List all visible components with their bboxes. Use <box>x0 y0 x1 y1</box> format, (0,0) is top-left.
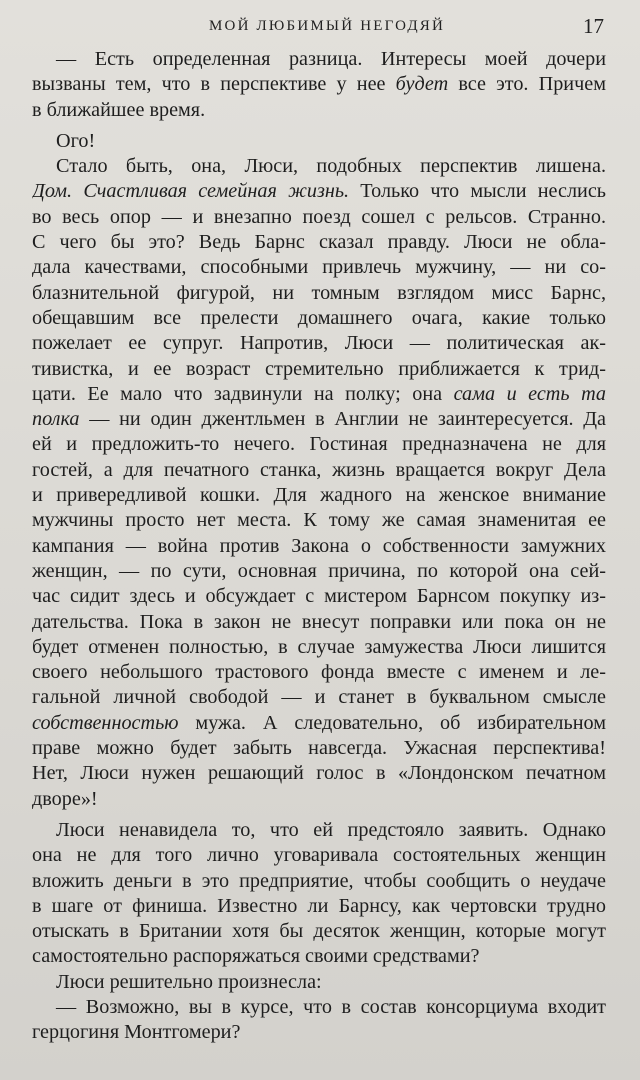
text-line: Дом. Счастливая семейная жизнь. Только что мысли неслись <box>32 180 606 203</box>
text-line: Стало быть, она, Люси, подобных перспектив лишена. <box>56 155 606 178</box>
running-header <box>34 14 606 44</box>
text-line: во весь опор — и внезапно поезд сошел с рельсов. Странно. <box>32 205 606 228</box>
text-line: гальной личной свободой — и станет в буквальном смысле <box>32 686 606 709</box>
text-line: праве можно будет забыть навсегда. Ужасная перспектива! <box>32 737 606 760</box>
text-line: дательства. Пока в закон не внесут поправки или пока он не <box>32 610 606 633</box>
text-line: полка — ни один джентльмен в Англии не заинтересуется. Да <box>32 408 606 431</box>
text-line: дворе»! <box>32 787 98 810</box>
text-line: она не для того лично уговаривала состоятельных женщин <box>32 844 606 867</box>
text-line: женщин, — по сути, основная причина, по которой она сей- <box>32 559 606 582</box>
text-line: дала качествами, способными привлечь мужчину, — ни со- <box>32 256 606 279</box>
text-line: вызваны тем, что в перспективе у нее будет все это. Причем <box>32 73 606 96</box>
text-line: обещавшим все прелести домашнего очага, какие только <box>32 306 606 329</box>
text-line: герцогиня Монтгомери? <box>32 1021 241 1044</box>
text-line: отыскать в Британии хотя бы десяток женщин, которые могут <box>32 920 606 943</box>
text-line: будет отменен полностью, в случае замужества Люси лишится <box>32 635 606 658</box>
text-line: Нет, Люси нужен решающий голос в «Лондонском печатном <box>32 762 606 785</box>
page-number: 17 <box>583 14 604 38</box>
text-line: мужчины просто нет места. К тому же самая знаменитая ее <box>32 509 606 532</box>
text-line: своего небольшого трастового фонда вместе с именем и ле- <box>32 661 606 684</box>
text-line: тивистка, и ее возраст стремительно приближается к трид- <box>32 357 606 380</box>
text-line: час сидит здесь и обсуждает с мистером Барнсом покупку из- <box>32 585 606 608</box>
text-line: цати. Ее мало что задвинули на полку; она сама и есть та <box>32 382 606 405</box>
text-line: и привередливой кошки. Для жадного на женское внимание <box>32 484 606 507</box>
text-line: — Возможно, вы в курсе, что в состав консорциума входит <box>56 995 606 1018</box>
text-line: собственностью мужа. А следовательно, об избирательном <box>32 711 606 734</box>
text-line: С чего бы это? Ведь Барнс сказал правду. Люси не обла- <box>32 231 606 254</box>
text-line: ей и предложить-то нечего. Гостиная предназначена не для <box>32 433 606 456</box>
text-line: вложить деньги в это предприятие, чтобы сообщить о неудаче <box>32 869 606 892</box>
text-line: в ближайшее время. <box>32 98 206 121</box>
text-line: в шаге от финиша. Известно ли Барнсу, как чертовски трудно <box>32 894 606 917</box>
text-line: кампания — война против Закона о собственности замужних <box>32 534 606 557</box>
text-line: — Есть определенная разница. Интересы моей дочери <box>56 48 606 70</box>
text-line: блазнительной фигурой, ни томным взглядом мисс Барнс, <box>32 281 606 304</box>
page-text <box>32 47 606 1046</box>
text-line: Ого! <box>56 129 96 152</box>
running-title: МОЙ ЛЮБИМЫЙ НЕГОДЯЙ <box>209 18 446 34</box>
text-line: самостоятельно распоряжаться своими средствами? <box>32 945 480 968</box>
text-line: пожелает ее супруг. Напротив, Люси — политическая ак- <box>32 332 606 355</box>
text-line: Люси ненавидела то, что ей предстояло заявить. Однако <box>56 818 606 841</box>
text-line: гостей, а для печатного станка, жизнь вращается вокруг Дела <box>32 458 606 481</box>
text-line: Люси решительно произнесла: <box>56 970 322 993</box>
